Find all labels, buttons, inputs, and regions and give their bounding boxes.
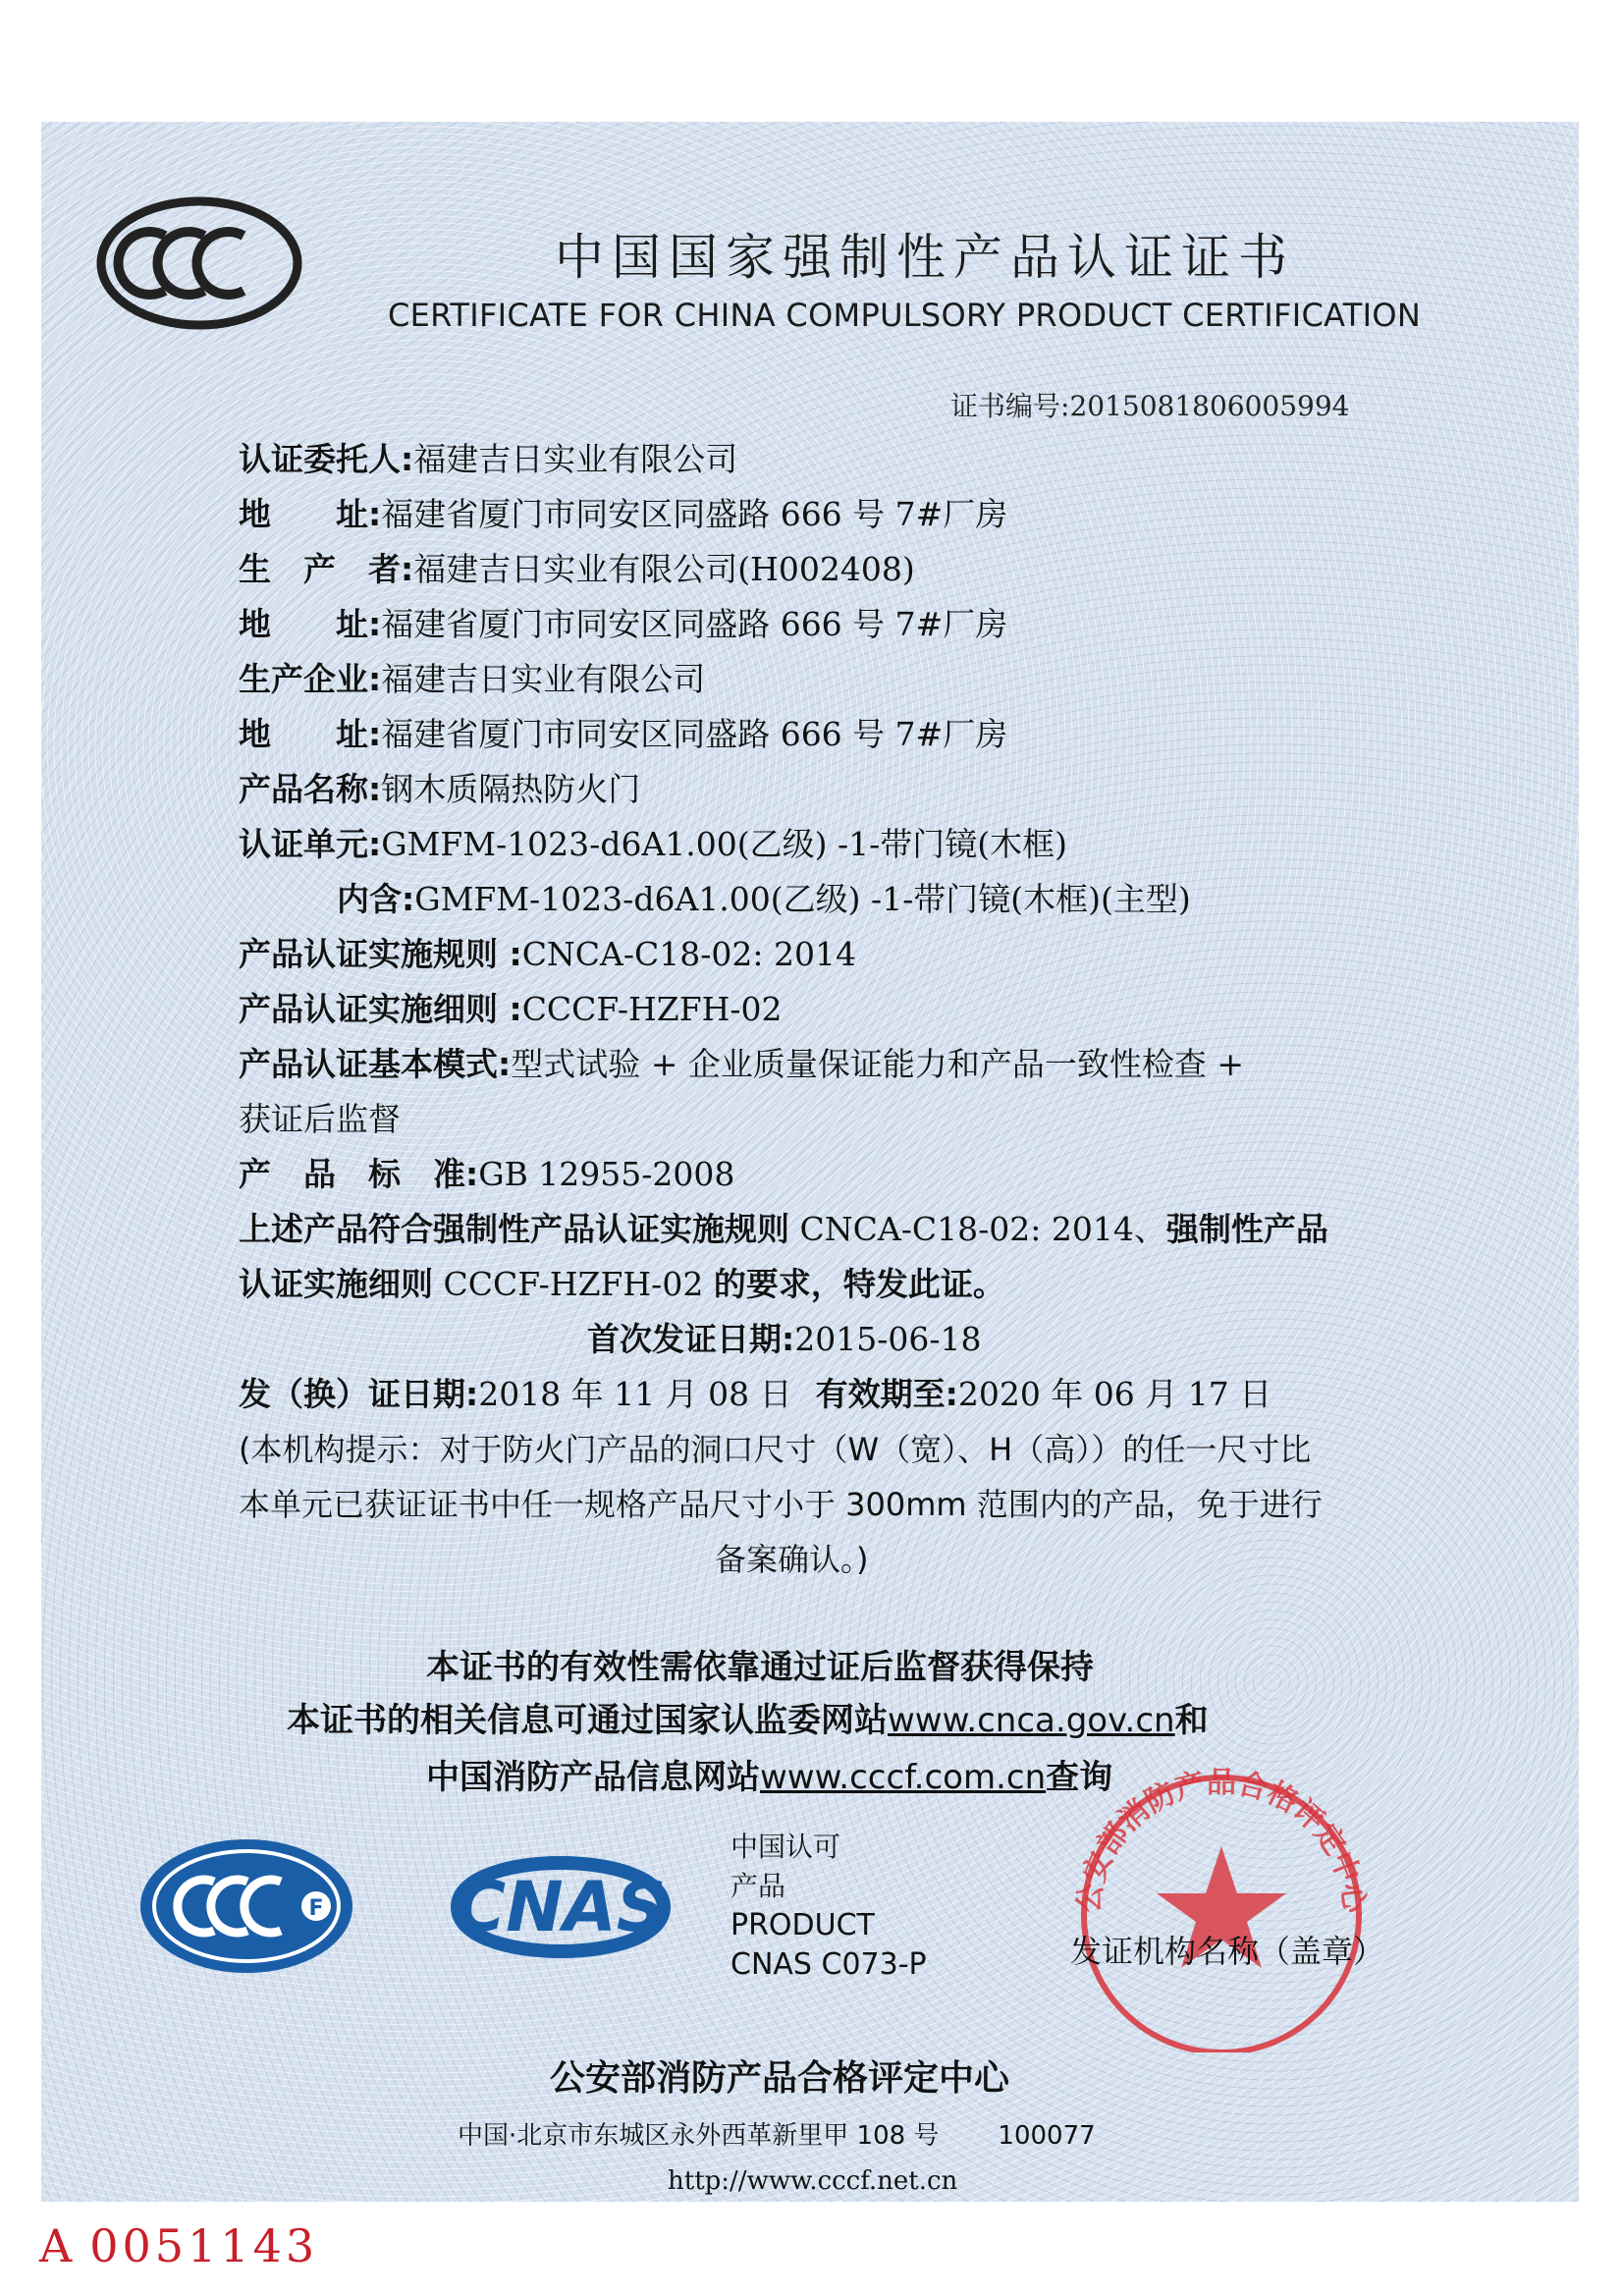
notice-line-2: 本单元已获证证书中任一规格产品尺寸小于 300mm 范围内的产品，免于进行: [239, 1486, 1323, 1523]
field-value: 福建吉日实业有限公司: [381, 660, 706, 698]
ccc-logo: [94, 194, 304, 332]
notice-line-3: 备案确认。): [715, 1541, 869, 1578]
field-value: GMFM-1023-d6A1.00(乙级) -1-带门镜(木框)(主型): [414, 880, 1191, 918]
cnas-text-4: CNAS C073-P: [730, 1947, 927, 1982]
conformity-code: CNCA-C18-02: 2014、: [789, 1210, 1166, 1248]
issue-label: 发（换）证日期:: [239, 1375, 479, 1413]
conformity-text: 的要求，特发此证。: [713, 1265, 1005, 1303]
issue-and-validity: [239, 1375, 1271, 1414]
field-label: 地 址:: [239, 715, 382, 753]
serial-prefix: A: [39, 2219, 77, 2272]
conformity-code: CCCF-HZFH-02: [433, 1265, 714, 1303]
notice-line-1: (本机构提示：对于防火门产品的洞口尺寸（W（宽）、H（高））的任一尺寸比: [239, 1431, 1312, 1468]
issuer-name: 公安部消防产品合格评定中心: [550, 2058, 1010, 2099]
first-issue-value: 2015-06-18: [794, 1320, 982, 1358]
field-contains: [337, 880, 1191, 919]
field-rule: [239, 935, 856, 974]
field-value: 福建吉日实业有限公司(H002408): [413, 550, 915, 588]
field-value: GB 12955-2008: [478, 1155, 735, 1193]
first-issue-label: 首次发证日期:: [587, 1320, 795, 1358]
field-label: 产 品 标 准:: [239, 1155, 479, 1193]
certificate-title-en: CERTIFICATE FOR CHINA COMPULSORY PRODUCT CERTIFICATION: [388, 297, 1422, 334]
field-standard: [239, 1155, 734, 1194]
field-value: 型式试验 + 企业质量保证能力和产品一致性检查 +: [511, 1045, 1244, 1083]
field-label: 生产企业:: [239, 660, 382, 698]
cccf-logo: [137, 1836, 355, 1976]
cnas-wordmark: CNAS: [455, 1867, 667, 1947]
seal-ring-textpath: 公安部消防产品合格评定中心: [1071, 1766, 1372, 1915]
cccf-website-link[interactable]: www.cccf.com.cn: [760, 1758, 1047, 1797]
field-value: 福建省厦门市同安区同盛路 666 号 7#厂房: [381, 495, 1008, 533]
issuer-url[interactable]: http://www.cccf.net.cn: [668, 2166, 958, 2196]
field-product-name: [239, 770, 640, 809]
field-label: 生 产 者:: [239, 550, 414, 588]
field-unit: [239, 825, 1067, 864]
field-label: 产品认证实施规则 :: [239, 935, 522, 973]
serial-digits: 0051143: [89, 2219, 319, 2272]
validity-line-1: 本证书的有效性需依靠通过证后监督获得保持: [426, 1648, 1094, 1687]
conformity-line-1: [239, 1210, 1328, 1249]
cnas-text-3: PRODUCT: [730, 1908, 875, 1942]
field-label: 产品认证基本模式:: [239, 1045, 512, 1083]
field-value: 福建省厦门市同安区同盛路 666 号 7#厂房: [381, 605, 1008, 643]
certificate-number-label: 证书编号:: [950, 390, 1070, 422]
first-issue-date: [587, 1320, 981, 1359]
certificate-number-value: 2015081806005994: [1069, 390, 1350, 422]
cnca-website-link[interactable]: www.cnca.gov.cn: [888, 1701, 1175, 1740]
valid-value: 2020 年 06 月 17 日: [957, 1375, 1272, 1413]
certificate-number: [950, 385, 1349, 424]
field-factory-address: [239, 715, 1007, 754]
field-value: 获证后监督: [239, 1100, 401, 1138]
issuer-postcode: 100077: [998, 2121, 1096, 2151]
validity-line-2: [287, 1693, 1209, 1741]
field-value: 福建吉日实业有限公司: [413, 440, 738, 478]
cccf-f-letter: F: [308, 1896, 324, 1921]
field-manufacturer-address: [239, 605, 1007, 644]
conformity-line-2: [239, 1265, 1005, 1304]
field-value: GMFM-1023-d6A1.00(乙级) -1-带门镜(木框): [381, 825, 1068, 863]
field-mode: [239, 1045, 1244, 1084]
cnas-text-2: 产品: [730, 1870, 786, 1902]
field-label: 产品认证实施细则 :: [239, 990, 522, 1028]
validity-line-3: [426, 1750, 1112, 1798]
issue-value: 2018 年 11 月 08 日: [478, 1375, 792, 1413]
certificate-title-cn: 中国国家强制性产品认证证书: [555, 229, 1295, 286]
field-value: CCCF-HZFH-02: [521, 990, 783, 1028]
field-value: 钢木质隔热防火门: [381, 770, 641, 808]
official-seal: [1045, 1758, 1398, 2052]
serial-number: [39, 2219, 318, 2272]
field-mode-continued: [239, 1100, 401, 1139]
field-label: 地 址:: [239, 605, 382, 643]
validity-text: 和: [1174, 1701, 1209, 1740]
field-manufacturer: [239, 550, 915, 589]
field-label: 认证单元:: [239, 825, 382, 863]
conformity-text: 上述产品符合强制性产品认证实施规则: [239, 1210, 789, 1248]
field-value: 福建省厦门市同安区同盛路 666 号 7#厂房: [381, 715, 1008, 753]
field-factory: [239, 660, 705, 699]
conformity-text: 认证实施细则: [239, 1265, 433, 1303]
field-label: 地 址:: [239, 495, 382, 533]
issuer-address: [458, 2117, 1096, 2155]
field-label: 产品名称:: [239, 770, 382, 808]
field-applicant: [239, 440, 737, 479]
field-value: CNCA-C18-02: 2014: [521, 935, 857, 973]
validity-text: 本证书的相关信息可通过国家认监委网站: [287, 1701, 888, 1740]
field-label: 内含:: [337, 880, 415, 918]
cnas-text-1: 中国认可: [730, 1831, 841, 1863]
conformity-text: 强制性产品: [1165, 1210, 1328, 1248]
field-applicant-address: [239, 495, 1007, 534]
validity-text: 查询: [1046, 1758, 1113, 1797]
seal-caption: 发证机构名称（盖章）: [1070, 1933, 1385, 1970]
issuer-address-text: 中国·北京市东城区永外西革新里甲 108 号: [458, 2121, 940, 2151]
field-detail: [239, 990, 783, 1029]
cnas-logo: [438, 1829, 683, 1986]
field-label: 认证委托人:: [239, 440, 414, 478]
validity-text: 中国消防产品信息网站: [426, 1758, 760, 1797]
valid-label: 有效期至:: [815, 1375, 958, 1413]
